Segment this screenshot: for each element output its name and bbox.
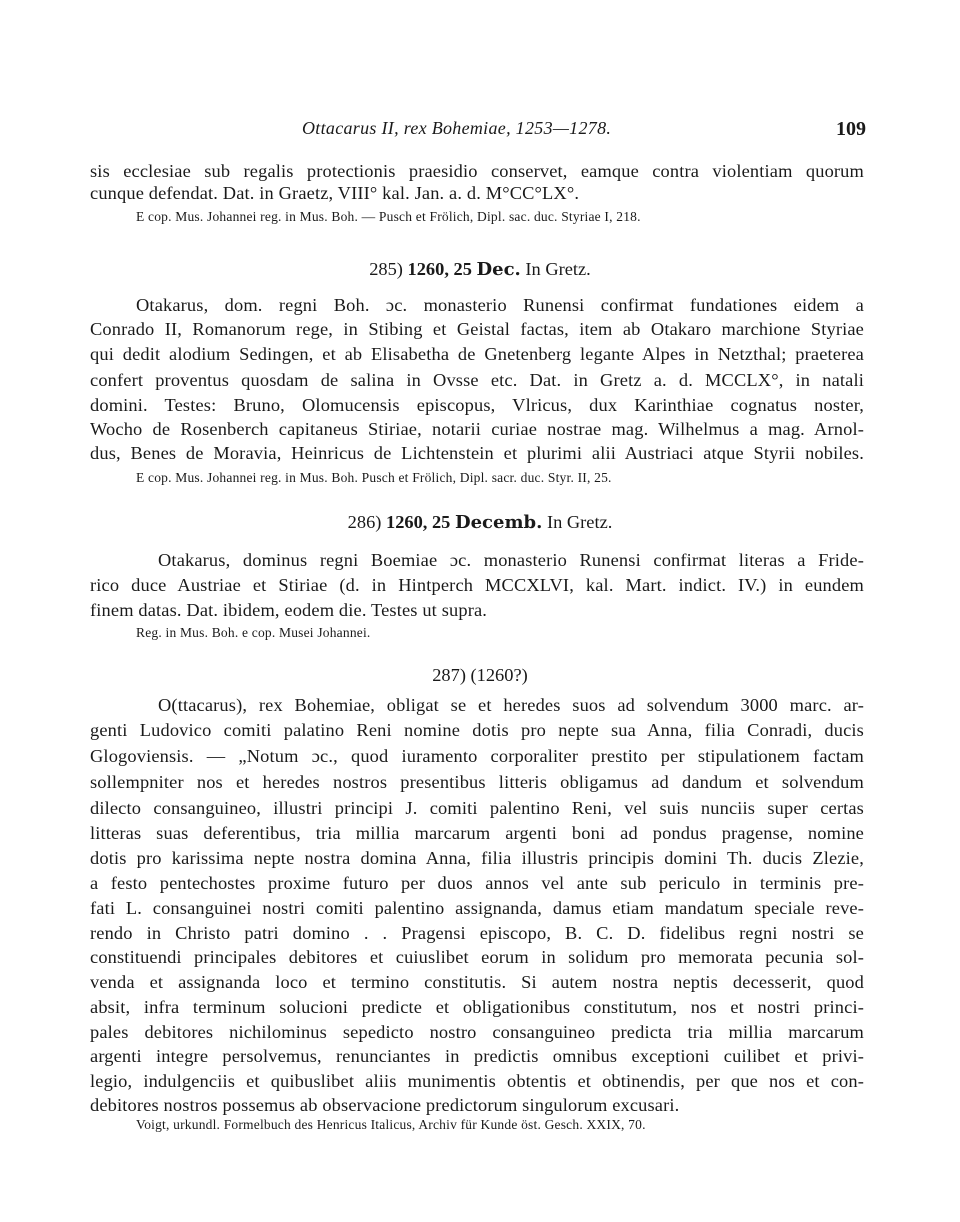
text-line: finem datas. Dat. ibidem, eodem die. Testes ut supra. [90, 600, 488, 620]
source-note: Voigt, urkundl. Formelbuch des Henricus Italicus, Archiv für Kunde öst. Gesch. XXIX, 70. [136, 1117, 646, 1132]
doc-month: Decemb. [454, 512, 543, 533]
text-line: dus, Benes de Moravia, Heinricus de Lichtenstein et plurimi alii Austriaci atque Styrii nobiles. [90, 443, 864, 463]
text-line: a festo pentechostes proxime futuro per duos annos vel ante sub periculo in terminis pre- [90, 873, 864, 893]
text-line: dilecto consanguineo, illustri principi J. comiti palentino Reni, vel suis nunciis super certas [90, 798, 864, 818]
document-heading-286 [0, 511, 960, 534]
text-line: constituendi principales debitores et cuiuslibet eorum in solidum pro memorata pecunia sol- [90, 947, 864, 967]
source-note: E cop. Mus. Johannei reg. in Mus. Boh. Pusch et Frölich, Dipl. sacr. duc. Styr. II, 25. [136, 470, 612, 485]
text-line: cunque defendat. Dat. in Graetz, VIII° kal. Jan. a. d. M°CC°LX°. [90, 183, 580, 203]
text-line: litteras suas deferentibus, tria millia marcarum argenti boni ad pondus pragense, nomine [90, 823, 864, 843]
text-line: dotis pro karissima nepte nostra domina Anna, filia illustris principis domini Th. ducis Zlezie, [90, 848, 864, 868]
text-line: pales debitores nichilominus sepedicto nostro consanguineo predicta tria millia marcarum [90, 1022, 864, 1042]
text-line: rico duce Austriae et Stiriae (d. in Hintperch MCCXLVI, kal. Mart. indict. IV.) in eundem [90, 575, 864, 595]
page-number: 109 [836, 118, 866, 140]
text-line: O(ttacarus), rex Bohemiae, obligat se et heredes suos ad solvendum 3000 marc. ar- [158, 695, 864, 715]
text-line: domini. Testes: Bruno, Olomucensis episcopus, Vlricus, dux Karinthiae cognatus noster, [90, 395, 864, 415]
text-line: debitores nostros possemus ab observacione predictorum singulorum excusari. [90, 1095, 680, 1115]
doc-date: 1260, 25 [386, 512, 451, 532]
doc-month: Dec. [476, 259, 521, 280]
text-line: venda et assignanda loco et termino constitutis. Si autem nostra neptis decesserit, quod [90, 972, 864, 992]
text-line: sis ecclesiae sub regalis protectionis praesidio conservet, eamque contra violentiam quorum [90, 161, 864, 181]
text-line: rendo in Christo patri domino . . Pragensi episcopo, B. C. D. fidelibus regni nostri se [90, 923, 864, 943]
source-note: Reg. in Mus. Boh. e cop. Musei Johannei. [136, 625, 371, 640]
text-line: sollempniter nos et heredes nostros presentibus litteris obligamus ad dandum et solvendum [90, 772, 864, 792]
text-line: genti Ludovico comiti palatino Reni nomine dotis pro nepte sua Anna, filia Conradi, ducis [90, 720, 864, 740]
doc-date: 1260, 25 [407, 259, 472, 279]
doc-number: 285) [369, 259, 403, 279]
text-line: Wocho de Rosenberch capitaneus Stiriae, notarii curiae nostrae mag. Wilhelmus a mag. Arnol- [90, 419, 864, 439]
doc-place: In Gretz. [546, 512, 613, 532]
source-note: E cop. Mus. Johannei reg. in Mus. Boh. — Pusch et Frölich, Dipl. sac. duc. Styriae I, 218. [136, 209, 641, 224]
text-line: Glogoviensis. — „Notum ɔc., quod iuramento corporaliter prestito per stipulationem factam [90, 746, 864, 766]
text-line: argenti integre persolvemus, renunciantes in predictis omnibus exceptioni cuilibet et privi- [90, 1046, 864, 1066]
running-title: Ottacarus II, rex Bohemiae, 1253—1278. [302, 118, 612, 138]
text-line: absit, infra terminum solucioni predicte et obligationibus constitutum, nos et nostri princi- [90, 997, 864, 1017]
doc-place: In Gretz. [525, 259, 591, 279]
text-line: qui dedit alodium Sedingen, et ab Elisabetha de Gnetenberg legante Alpes in Netzthal; praeterea [90, 344, 864, 364]
text-line: Otakarus, dom. regni Boh. ɔc. monasterio Runensi confirmat fundationes eidem a [136, 295, 864, 315]
text-line: Otakarus, dominus regni Boemiae ɔc. monasterio Runensi confirmat literas a Fride- [158, 550, 864, 570]
page-header [90, 118, 870, 144]
document-heading-287: 287) (1260?) [432, 665, 528, 685]
text-line: fati L. consanguinei nostri comiti palentino assignanda, damus etiam mandatum speciale reve- [90, 898, 864, 918]
text-line: legio, indulgenciis et quibuslibet aliis munimentis obtentis et obtinendis, per que nos et con- [90, 1071, 864, 1091]
doc-number: 286) [347, 512, 382, 532]
document-heading-285 [0, 258, 960, 281]
text-line: confert proventus quosdam de salina in Ovsse etc. Dat. in Gretz a. d. MCCLX°, in natali [90, 370, 864, 390]
text-line: Conrado II, Romanorum rege, in Stibing et Geistal factas, item ab Otakaro marchione Styriae [90, 319, 864, 339]
